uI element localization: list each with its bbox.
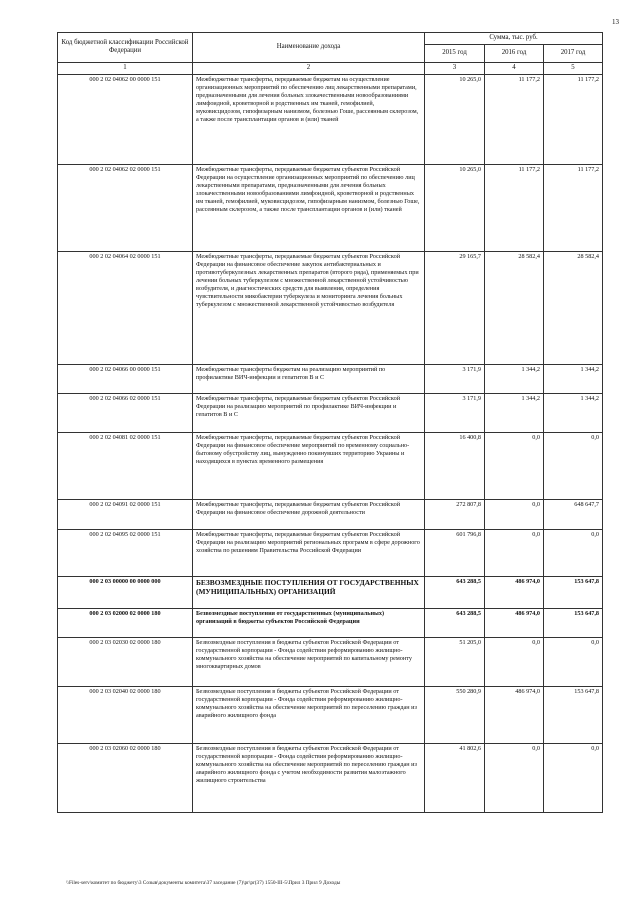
amount-2016: 0,0 bbox=[485, 637, 544, 686]
amount-2015: 10 265,0 bbox=[425, 74, 485, 164]
amount-2017: 0,0 bbox=[544, 743, 603, 812]
amount-2017: 153 647,8 bbox=[544, 686, 603, 743]
amount-2016: 11 177,2 bbox=[485, 164, 544, 251]
amount-2015: 550 280,9 bbox=[425, 686, 485, 743]
revenue-name: Межбюджетные трансферты бюджетам на реализацию мероприятий по профилактике ВИЧ-инфекции и гепатитов B и C bbox=[193, 364, 425, 393]
table-row bbox=[58, 637, 603, 686]
budget-code: 000 2 03 02060 02 0000 180 bbox=[58, 743, 193, 812]
revenue-name: Безвозмездные поступления в бюджеты субъектов Российской Федерации от государственной корпорации - Фонда содействия реформированию жилищно-коммунального хозяйства на обеспечение мероприятий по капитальному ремонту многоквартирных домов bbox=[193, 637, 425, 686]
amount-2017: 0,0 bbox=[544, 637, 603, 686]
revenue-name: Межбюджетные трансферты, передаваемые бюджетам субъектов Российской Федерации на финансовое обеспечение закупок антибактериальных и противотуберкулезных лекарственных препаратов (второго ряда), применяемых при лечении больных туберкулезом с множественной лекарственной устойчивостью возбудителя, и диагностических средств для выявления, определения чувствительности микобактерии туберкулеза и мониторинга лечения больных туберкулезом с множественной лекарственной устойчивостью возбудителя bbox=[193, 251, 425, 364]
code-column-header: Код бюджетной классификации Российской Федерации bbox=[58, 33, 193, 63]
amount-2016: 0,0 bbox=[485, 529, 544, 576]
year-header-2016: 2016 год bbox=[485, 44, 544, 62]
table-row bbox=[58, 743, 603, 812]
amount-2015: 3 171,9 bbox=[425, 364, 485, 393]
table-row bbox=[58, 74, 603, 164]
amount-2017: 11 177,2 bbox=[544, 74, 603, 164]
column-number: 3 bbox=[425, 62, 485, 74]
amount-2015: 29 165,7 bbox=[425, 251, 485, 364]
amount-2015: 272 807,8 bbox=[425, 499, 485, 529]
budget-code: 000 2 02 04066 02 0000 151 bbox=[58, 393, 193, 432]
revenue-name: Безвозмездные поступления от государственных (муниципальных) организаций в бюджеты субъектов Российской Федерации bbox=[193, 608, 425, 637]
budget-code: 000 2 02 04066 00 0000 151 bbox=[58, 364, 193, 393]
amount-2017: 0,0 bbox=[544, 529, 603, 576]
table-row bbox=[58, 499, 603, 529]
revenue-name: Межбюджетные трансферты, передаваемые бюджетам субъектов Российской Федерации на реализацию мероприятий по профилактике ВИЧ-инфекции и гепатитов B и C bbox=[193, 393, 425, 432]
amount-2017: 1 344,2 bbox=[544, 364, 603, 393]
amount-2016: 1 344,2 bbox=[485, 393, 544, 432]
revenue-name: Межбюджетные трансферты, передаваемые бюджетам субъектов Российской Федерации на финансовое обеспечение мероприятий по временному социально-бытовому обустройству лиц, вынужденно покинувших территорию Украины и находящихся в пунктах временного размещения bbox=[193, 432, 425, 499]
amount-2017: 1 344,2 bbox=[544, 393, 603, 432]
table-row bbox=[58, 432, 603, 499]
file-path-footer: \\Files-serv\комитет по бюджету\3 Созыв\документы комитета\37 заседание (7)\pr\pr(37) 1550-III-5\Прил 3 Прил 9 Доходы bbox=[66, 880, 341, 886]
budget-code: 000 2 03 00000 00 0000 000 bbox=[58, 576, 193, 608]
amount-2017: 153 647,8 bbox=[544, 608, 603, 637]
table-row bbox=[58, 164, 603, 251]
table-row bbox=[58, 251, 603, 364]
amount-2015: 10 265,0 bbox=[425, 164, 485, 251]
amount-2017: 153 647,8 bbox=[544, 576, 603, 608]
amount-2016: 28 582,4 bbox=[485, 251, 544, 364]
table-row bbox=[58, 576, 603, 608]
year-header-2015: 2015 год bbox=[425, 44, 485, 62]
column-number: 2 bbox=[193, 62, 425, 74]
revenue-table bbox=[57, 32, 603, 813]
budget-code: 000 2 02 04091 02 0000 151 bbox=[58, 499, 193, 529]
revenue-name: Межбюджетные трансферты, передаваемые бюджетам субъектов Российской Федерации на реализацию мероприятий региональных программ в сфере дорожного хозяйства по решениям Правительства Российской Федерации bbox=[193, 529, 425, 576]
amount-2015: 643 288,5 bbox=[425, 576, 485, 608]
amount-2016: 486 974,0 bbox=[485, 608, 544, 637]
budget-code: 000 2 02 04081 02 0000 151 bbox=[58, 432, 193, 499]
amount-2016: 0,0 bbox=[485, 499, 544, 529]
amount-2015: 3 171,9 bbox=[425, 393, 485, 432]
amount-2016: 486 974,0 bbox=[485, 686, 544, 743]
revenue-name: Безвозмездные поступления в бюджеты субъектов Российской Федерации от государственной корпорации - Фонда содействия реформированию жилищно-коммунального хозяйства на обеспечение мероприятий по переселению граждан из аварийного жилищного фонда bbox=[193, 686, 425, 743]
amount-2017: 0,0 bbox=[544, 432, 603, 499]
amount-2016: 1 344,2 bbox=[485, 364, 544, 393]
amount-2016: 11 177,2 bbox=[485, 74, 544, 164]
year-header-2017: 2017 год bbox=[544, 44, 603, 62]
revenue-name: Межбюджетные трансферты, передаваемые бюджетам субъектов Российской Федерации на финансовое обеспечение дорожной деятельности bbox=[193, 499, 425, 529]
budget-code: 000 2 03 02030 02 0000 180 bbox=[58, 637, 193, 686]
table-row bbox=[58, 686, 603, 743]
budget-code: 000 2 02 04062 02 0000 151 bbox=[58, 164, 193, 251]
revenue-name: Межбюджетные трансферты, передаваемые бюджетам на осуществление организационных мероприятий по обеспечению лиц лекарственными препаратами, предназначенными для лечения больных злокачественными новообразованиями лимфоидной, кроветворной и родственных им тканей, гемофилией, муковисцидозом, гипофизарным нанизмом, болезнью Гоше, рассеянным склерозом, а также после трансплантации органов и (или) тканей bbox=[193, 74, 425, 164]
table-row bbox=[58, 364, 603, 393]
amount-2015: 601 796,8 bbox=[425, 529, 485, 576]
revenue-name: Безвозмездные поступления в бюджеты субъектов Российской Федерации от государственной корпорации - Фонда содействия реформированию жилищно-коммунального хозяйства на обеспечение мероприятий по переселению граждан из аварийного жилищного фонда с учетом необходимости развития малоэтажного жилищного строительства bbox=[193, 743, 425, 812]
amount-2015: 643 288,5 bbox=[425, 608, 485, 637]
amount-2015: 51 205,0 bbox=[425, 637, 485, 686]
revenue-name: Межбюджетные трансферты, передаваемые бюджетам субъектов Российской Федерации на осуществление организационных мероприятий по обеспечению лиц лекарственными препаратами, предназначенными для лечения больных злокачественными новообразованиями лимфоидной, кроветворной и родственных им тканей, гемофилией, муковисцидозом, гипофизарным нанизмом, болезнью Гоше, рассеянным склерозом, а также после трансплантации органов и (или) тканей bbox=[193, 164, 425, 251]
column-number: 1 bbox=[58, 62, 193, 74]
revenue-name: БЕЗВОЗМЕЗДНЫЕ ПОСТУПЛЕНИЯ ОТ ГОСУДАРСТВЕННЫХ (МУНИЦИПАЛЬНЫХ) ОРГАНИЗАЦИЙ bbox=[193, 576, 425, 608]
page-number: 13 bbox=[612, 18, 619, 26]
amount-2017: 28 582,4 bbox=[544, 251, 603, 364]
amount-2016: 486 974,0 bbox=[485, 576, 544, 608]
budget-code: 000 2 03 02000 02 0000 180 bbox=[58, 608, 193, 637]
amount-2017: 648 647,7 bbox=[544, 499, 603, 529]
amount-2015: 16 400,8 bbox=[425, 432, 485, 499]
amount-2017: 11 177,2 bbox=[544, 164, 603, 251]
column-number: 5 bbox=[544, 62, 603, 74]
name-column-header: Наименование дохода bbox=[193, 33, 425, 63]
budget-code: 000 2 02 04095 02 0000 151 bbox=[58, 529, 193, 576]
amount-2016: 0,0 bbox=[485, 743, 544, 812]
amount-2015: 41 802,6 bbox=[425, 743, 485, 812]
table-row bbox=[58, 608, 603, 637]
budget-code: 000 2 03 02040 02 0000 180 bbox=[58, 686, 193, 743]
table-row bbox=[58, 393, 603, 432]
column-number: 4 bbox=[485, 62, 544, 74]
amount-2016: 0,0 bbox=[485, 432, 544, 499]
sum-column-header: Сумма, тыс. руб. bbox=[425, 33, 603, 45]
table-row bbox=[58, 529, 603, 576]
budget-code: 000 2 02 04062 00 0000 151 bbox=[58, 74, 193, 164]
budget-code: 000 2 02 04064 02 0000 151 bbox=[58, 251, 193, 364]
